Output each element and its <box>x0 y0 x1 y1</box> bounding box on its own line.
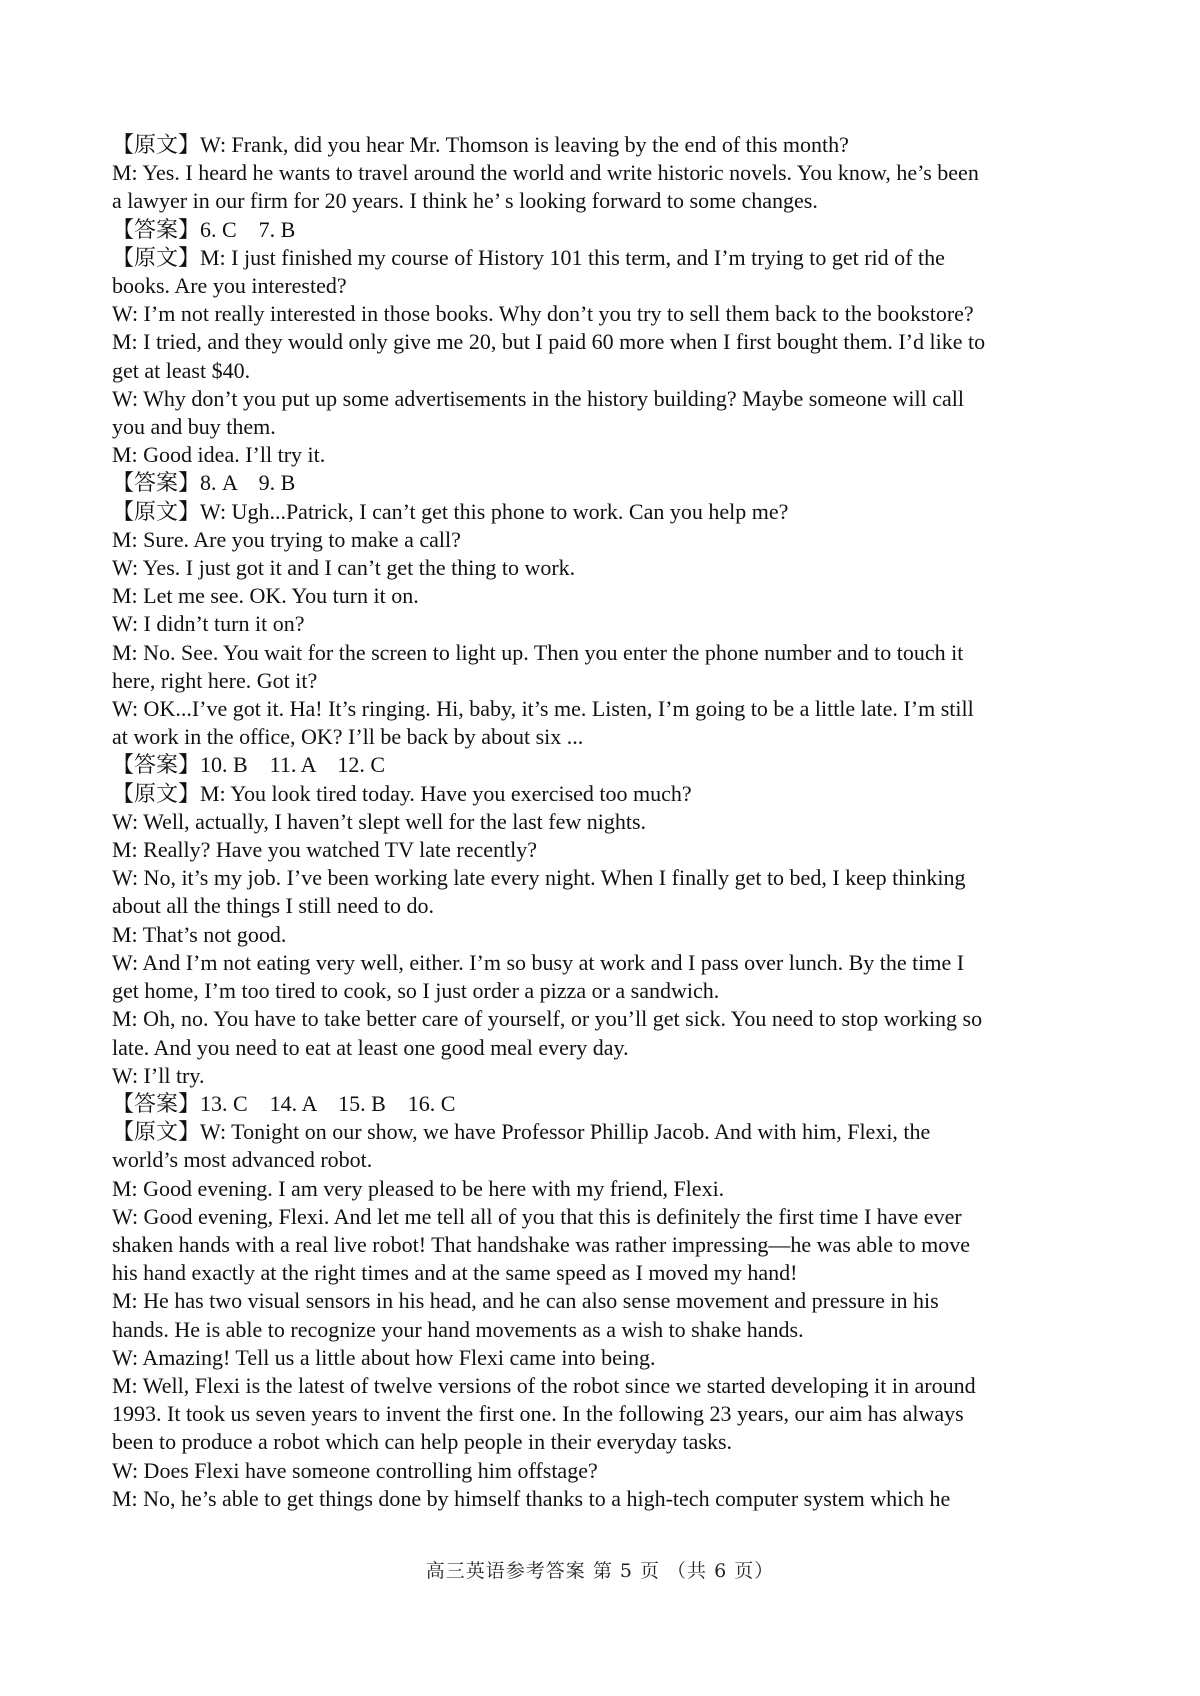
text-line: W: No, it’s my job. I’ve been working late every night. When I finally get to bed, I keep thinking <box>112 865 966 891</box>
text-line: M: Well, Flexi is the latest of twelve versions of the robot since we started developing it in around <box>112 1372 976 1398</box>
text-line: 【答案】13. C 14. A 15. B 16. C <box>112 1090 456 1116</box>
text-line: W: Yes. I just got it and I can’t get the thing to work. <box>112 555 576 581</box>
text-line: W: I’ll try. <box>112 1062 205 1088</box>
text-line: 1993. It took us seven years to invent the first one. In the following 23 years, our aim has always <box>112 1401 964 1427</box>
text-line: shaken hands with a real live robot! That handshake was rather impressing—he was able to move <box>112 1231 970 1257</box>
text-line: M: He has two visual sensors in his head, and he can also sense movement and pressure in his <box>112 1288 939 1314</box>
text-line: M: That’s not good. <box>112 921 287 947</box>
text-line: M: Really? Have you watched TV late recently? <box>112 837 537 863</box>
text-line: late. And you need to eat at least one good meal every day. <box>112 1034 629 1060</box>
text-line: 【答案】10. B 11. A 12. C <box>112 752 385 778</box>
text-line: W: And I’m not eating very well, either. I’m so busy at work and I pass over lunch. By the time I <box>112 949 965 975</box>
text-line: get home, I’m too tired to cook, so I just order a pizza or a sandwich. <box>112 978 720 1004</box>
page-footer: 高三英语参考答案 第 5 页 （共 6 页） <box>425 1560 775 1582</box>
text-line: W: Does Flexi have someone controlling him offstage? <box>112 1457 598 1483</box>
text-line: books. Are you interested? <box>112 273 347 299</box>
text-line: 【答案】6. C 7. B <box>112 216 296 242</box>
text-line: M: I tried, and they would only give me 20, but I paid 60 more when I first bought them. I’d like to <box>112 329 986 355</box>
document-body <box>112 131 1102 1513</box>
text-line: hands. He is able to recognize your hand movements as a wish to shake hands. <box>112 1316 804 1342</box>
text-line: about all the things I still need to do. <box>112 893 435 919</box>
text-line: 【原文】M: You look tired today. Have you exercised too much? <box>112 780 692 806</box>
text-line: you and buy them. <box>112 414 276 440</box>
text-line: been to produce a robot which can help people in their everyday tasks. <box>112 1429 733 1455</box>
text-line: 【原文】M: I just finished my course of History 101 this term, and I’m trying to get rid of the <box>112 244 945 270</box>
text-line: 【原文】W: Tonight on our show, we have Professor Phillip Jacob. And with him, Flexi, the <box>112 1119 931 1145</box>
text-line: M: Sure. Are you trying to make a call? <box>112 526 461 552</box>
text-line: his hand exactly at the right times and at the same speed as I moved my hand! <box>112 1260 798 1286</box>
text-line: M: Good evening. I am very pleased to be here with my friend, Flexi. <box>112 1175 725 1201</box>
text-line: W: Well, actually, I haven’t slept well for the last few nights. <box>112 808 647 834</box>
text-line: here, right here. Got it? <box>112 667 318 693</box>
text-line: a lawyer in our firm for 20 years. I think he’ s looking forward to some changes. <box>112 188 818 214</box>
text-line: get at least $40. <box>112 357 251 383</box>
text-line: world’s most advanced robot. <box>112 1147 373 1173</box>
text-line: M: No. See. You wait for the screen to light up. Then you enter the phone number and to touch it <box>112 639 964 665</box>
text-line: W: Amazing! Tell us a little about how Flexi came into being. <box>112 1344 656 1370</box>
text-line: at work in the office, OK? I’ll be back by about six ... <box>112 724 584 750</box>
text-line: W: OK...I’ve got it. Ha! It’s ringing. Hi, baby, it’s me. Listen, I’m going to be a little late. I’m still <box>112 696 974 722</box>
text-line: 【答案】8. A 9. B <box>112 470 296 496</box>
text-line: M: Let me see. OK. You turn it on. <box>112 583 419 609</box>
text-line: M: Oh, no. You have to take better care of yourself, or you’ll get sick. You need to stop working so <box>112 1006 983 1032</box>
text-line: W: I’m not really interested in those books. Why don’t you try to sell them back to the bookstore? <box>112 301 974 327</box>
text-line: W: Why don’t you put up some advertisements in the history building? Maybe someone will call <box>112 385 964 411</box>
text-line: M: Yes. I heard he wants to travel around the world and write historic novels. You know, he’s been <box>112 160 979 186</box>
text-line: 【原文】W: Ugh...Patrick, I can’t get this phone to work. Can you help me? <box>112 498 789 524</box>
text-line: M: Good idea. I’ll try it. <box>112 442 326 468</box>
text-line: 【原文】W: Frank, did you hear Mr. Thomson is leaving by the end of this month? <box>112 132 849 157</box>
text-line: W: I didn’t turn it on? <box>112 611 305 637</box>
text-line: M: No, he’s able to get things done by himself thanks to a high-tech computer system which he <box>112 1485 951 1511</box>
text-line: W: Good evening, Flexi. And let me tell all of you that this is definitely the first time I have ever <box>112 1203 962 1229</box>
